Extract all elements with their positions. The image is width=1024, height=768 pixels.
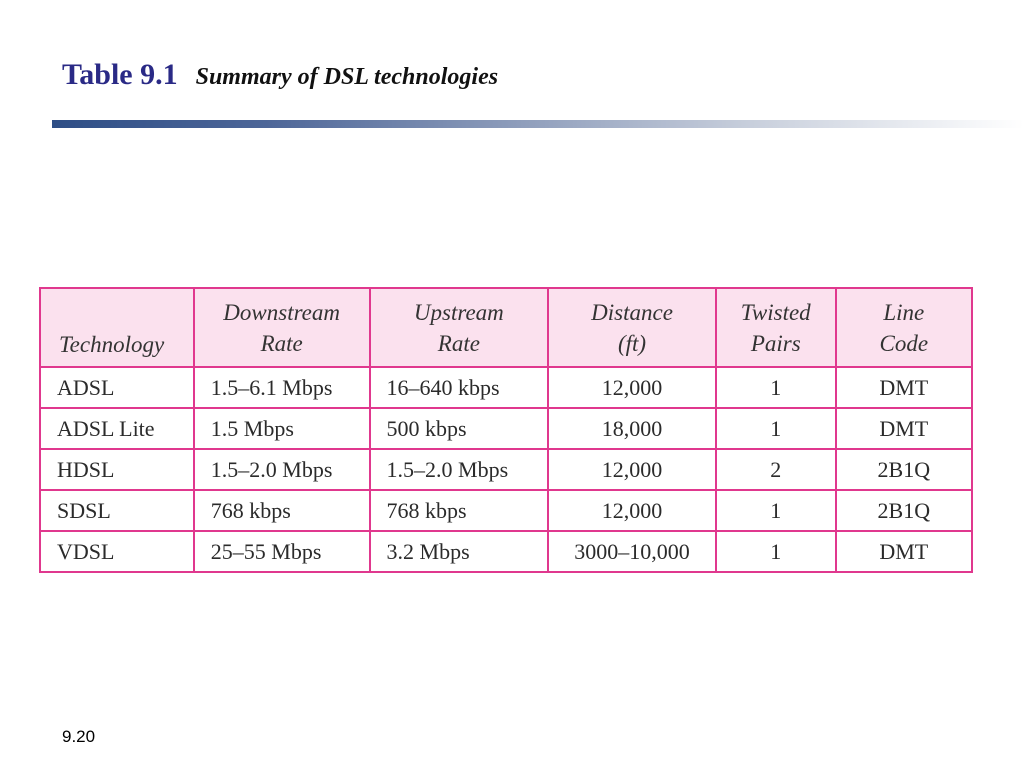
header-line-1: Twisted bbox=[740, 299, 811, 325]
table-number: Table 9.1 bbox=[62, 58, 178, 91]
header-line-2: Pairs bbox=[750, 330, 801, 356]
cell-upstream: 500 kbps bbox=[370, 408, 549, 449]
cell-technology: SDSL bbox=[40, 490, 194, 531]
cell-line-code: DMT bbox=[836, 531, 972, 572]
header-twisted-pairs bbox=[716, 288, 836, 367]
title-divider bbox=[52, 120, 1024, 128]
cell-technology: ADSL bbox=[40, 367, 194, 408]
cell-upstream: 3.2 Mbps bbox=[370, 531, 549, 572]
slide-number: 9.20 bbox=[62, 727, 96, 746]
header-line-1: Distance bbox=[591, 299, 673, 325]
cell-downstream: 768 kbps bbox=[194, 490, 370, 531]
header-technology bbox=[40, 288, 194, 367]
cell-line-code: 2B1Q bbox=[836, 490, 972, 531]
table-header-row bbox=[40, 288, 972, 367]
header-downstream-rate bbox=[194, 288, 370, 367]
header-line-2: (ft) bbox=[617, 330, 647, 356]
header-line-2: Rate bbox=[260, 330, 303, 356]
cell-twisted-pairs: 2 bbox=[716, 449, 836, 490]
cell-technology: VDSL bbox=[40, 531, 194, 572]
cell-technology: ADSL Lite bbox=[40, 408, 194, 449]
cell-upstream: 16–640 kbps bbox=[370, 367, 549, 408]
cell-line-code: DMT bbox=[836, 408, 972, 449]
header-distance bbox=[548, 288, 716, 367]
header-line-2: Code bbox=[879, 330, 929, 356]
cell-line-code: DMT bbox=[836, 367, 972, 408]
cell-twisted-pairs: 1 bbox=[716, 490, 836, 531]
cell-twisted-pairs: 1 bbox=[716, 531, 836, 572]
header-upstream-rate bbox=[370, 288, 549, 367]
cell-upstream: 768 kbps bbox=[370, 490, 549, 531]
header-line-2: Rate bbox=[437, 330, 480, 356]
cell-downstream: 1.5–2.0 Mbps bbox=[194, 449, 370, 490]
cell-upstream: 1.5–2.0 Mbps bbox=[370, 449, 549, 490]
header-line-1: Upstream bbox=[413, 299, 504, 325]
cell-distance: 18,000 bbox=[548, 408, 716, 449]
header-line-1: Downstream bbox=[223, 299, 341, 325]
table-row bbox=[40, 449, 972, 490]
cell-distance: 12,000 bbox=[548, 367, 716, 408]
header-line-code bbox=[836, 288, 972, 367]
dsl-summary-table bbox=[39, 287, 973, 573]
cell-twisted-pairs: 1 bbox=[716, 408, 836, 449]
header-technology-label: Technology bbox=[59, 332, 165, 357]
table-caption: Summary of DSL technologies bbox=[195, 64, 499, 90]
table-row bbox=[40, 367, 972, 408]
cell-downstream: 25–55 Mbps bbox=[194, 531, 370, 572]
table-row bbox=[40, 490, 972, 531]
cell-technology: HDSL bbox=[40, 449, 194, 490]
table-row bbox=[40, 408, 972, 449]
cell-distance: 12,000 bbox=[548, 490, 716, 531]
cell-distance: 12,000 bbox=[548, 449, 716, 490]
cell-downstream: 1.5–6.1 Mbps bbox=[194, 367, 370, 408]
header-line-1: Line bbox=[883, 299, 925, 325]
cell-downstream: 1.5 Mbps bbox=[194, 408, 370, 449]
slide-title bbox=[62, 58, 498, 92]
cell-twisted-pairs: 1 bbox=[716, 367, 836, 408]
cell-line-code: 2B1Q bbox=[836, 449, 972, 490]
table-row bbox=[40, 531, 972, 572]
cell-distance: 3000–10,000 bbox=[548, 531, 716, 572]
